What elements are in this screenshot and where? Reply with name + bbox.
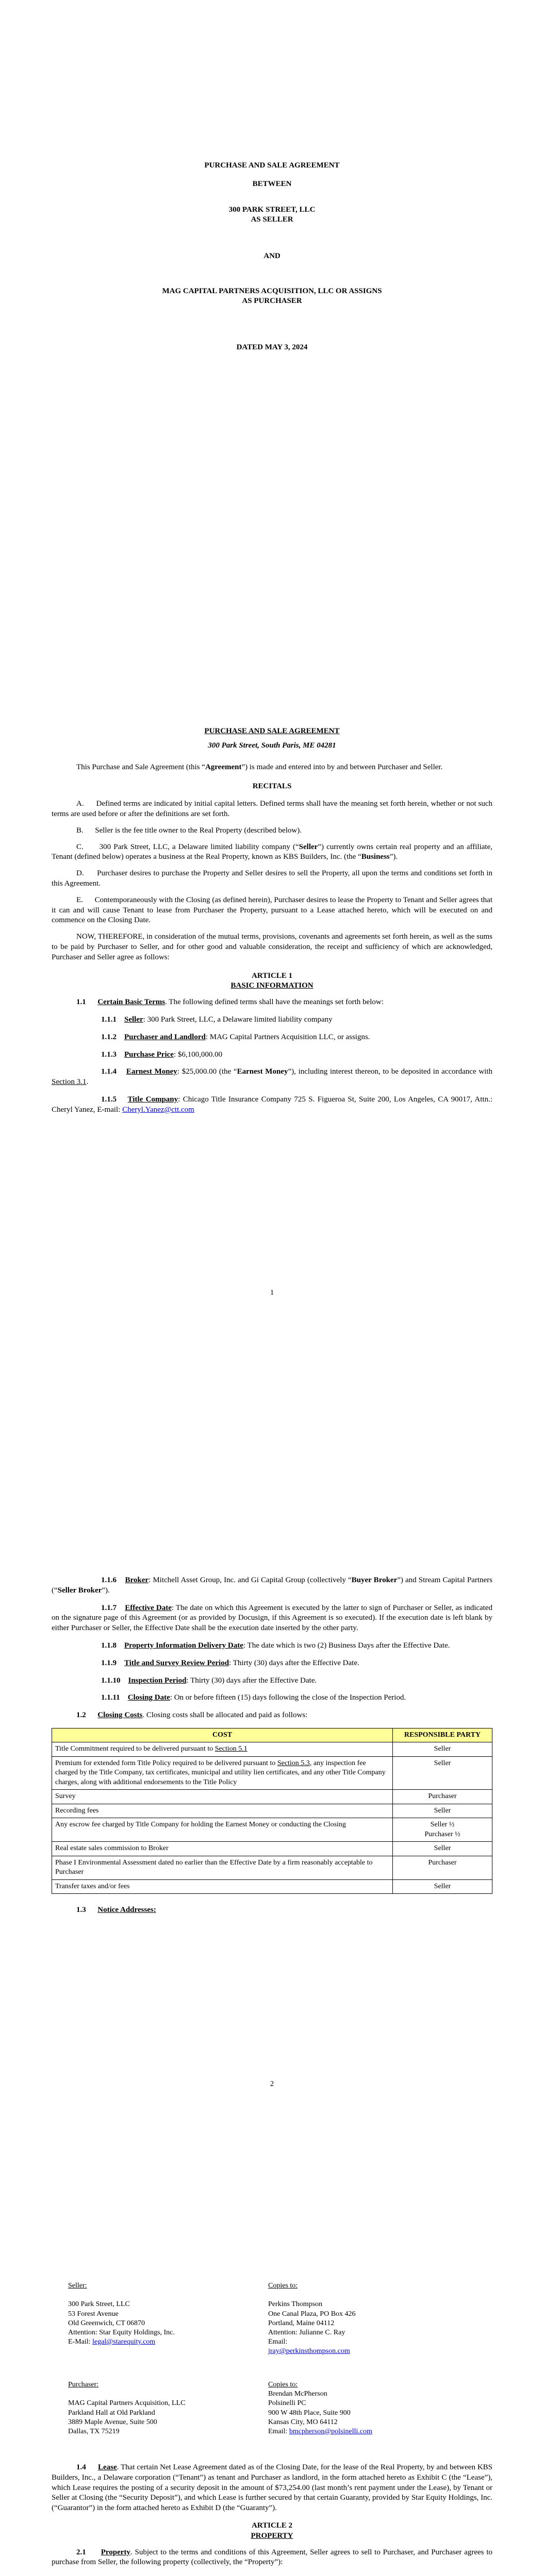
section-1-1-6-text-c: ”).	[102, 1586, 110, 1595]
recital-e: E. Contemporaneously with the Closing (as defined herein), Purchaser desires to lease the Property to Tenant and Seller agrees that it can and will cause Tenant to lease from Purchaser the Property, pursuant to a Lease attached hereto, which will be executed on and commence on the Closing Date.	[52, 895, 492, 925]
section-1-1-3-num: 1.1.3	[101, 1050, 117, 1059]
table-row	[52, 1804, 492, 1818]
recital-d: D. Purchaser desires to purchase the Property and Seller desires to sell the Property, all upon the terms and conditions set forth in this Agreement.	[52, 869, 492, 888]
article-1-heading: ARTICLE 1	[251, 971, 293, 980]
section-1-1-8-title: Property Information Delivery Date	[124, 1641, 243, 1650]
responsible-party-cell: Seller	[393, 1756, 492, 1789]
cost-text: Recording fees	[55, 1806, 99, 1815]
purchaser-copies-email-link[interactable]: bmcpherson@polsinelli.com	[289, 2427, 372, 2435]
recital-c-text-b: ”) currently owns certain real property and an affiliate, Tenant (defined below) operates a business at the Real Property, known as KBS Builders, Inc. (the “	[52, 842, 492, 861]
section-2-1-num: 2.1	[76, 2548, 86, 2556]
section-1-1-10	[52, 1676, 492, 1686]
section-1-1-7	[52, 1603, 492, 1634]
page1-title: PURCHASE AND SALE AGREEMENT	[204, 727, 340, 735]
column-header-party: RESPONSIBLE PARTY	[393, 1728, 492, 1742]
page-2	[0, 1504, 544, 2215]
table-row	[52, 1742, 492, 1756]
section-1-1-1-title: Seller	[124, 1015, 143, 1024]
section-1-1-11-text: : On or before fifteen (15) days following the close of the Inspection Period.	[170, 1693, 406, 1702]
section-1-1-11	[52, 1693, 492, 1703]
purchaser-line: Parkland Hall at Old Parkland	[68, 2409, 155, 2417]
section-1-1-2	[52, 1032, 492, 1043]
section-1-1-text: . The following defined terms shall have the meanings set forth below:	[165, 998, 384, 1007]
purchaser-notice-block	[52, 2380, 492, 2463]
cover-dated: DATED MAY 3, 2024	[236, 343, 308, 351]
section-1-1-9-text: : Thirty (30) days after the Effective Date.	[229, 1658, 359, 1667]
title-company-email-link[interactable]: Cheryl.Yanez@ctt.com	[122, 1105, 194, 1114]
cost-cell	[52, 1856, 393, 1879]
section-1-1-6-title: Broker	[125, 1576, 149, 1584]
section-1-1-9-num: 1.1.9	[101, 1658, 117, 1667]
section-1-1-10-title: Inspection Period	[128, 1676, 187, 1685]
section-1-1-3-title: Purchase Price	[124, 1050, 174, 1059]
section-1-1-8-text: : The date which is two (2) Business Days after the Effective Date.	[243, 1641, 450, 1650]
seller-copies-line: Perkins Thompson	[268, 2300, 323, 2309]
section-1-1-7-title: Effective Date	[125, 1603, 172, 1612]
cost-text: Phase I Environmental Assessment dated no earlier than the Effective Date by a firm reasonably acceptable to Purchaser	[55, 1858, 373, 1876]
article-1-title: BASIC INFORMATION	[230, 981, 314, 990]
section-1-1-8	[52, 1641, 492, 1651]
responsible-party-cell: Seller	[393, 1879, 492, 1893]
table-row	[52, 1856, 492, 1879]
section-1-1-num: 1.1	[76, 998, 86, 1007]
seller-copies-line: Portland, Maine 04112	[268, 2319, 335, 2327]
purchaser-line: Dallas, TX 75219	[68, 2427, 120, 2435]
seller-line: 53 Forest Avenue	[68, 2310, 119, 2318]
purchaser-copies-line: Polsinelli PC	[268, 2399, 306, 2408]
column-header-cost: COST	[52, 1728, 393, 1742]
recital-c-text-a: C. 300 Park Street, LLC, a Delaware limited liability company (“	[76, 842, 299, 851]
section-1-1-9-title: Title and Survey Review Period	[124, 1658, 229, 1667]
section-1-1-5	[52, 1095, 492, 1115]
seller-label: Seller:	[68, 2282, 87, 2290]
purchaser-copies-email-label: Email:	[268, 2427, 289, 2435]
cover-seller-name: 300 PARK STREET, LLC	[228, 206, 316, 214]
section-2-1-title: Property	[101, 2548, 130, 2556]
section-ref: Section 5.3	[277, 1759, 310, 1767]
section-1-1-3-text: : $6,100,000.00	[173, 1050, 223, 1059]
section-1-3	[52, 1905, 492, 1916]
recital-b: B. Seller is the fee title owner to the Real Property (described below).	[76, 826, 302, 835]
recital-c-term2: Business	[361, 853, 390, 861]
seller-line: Old Greenwich, CT 06870	[68, 2319, 145, 2327]
section-1-1-4-num: 1.1.4	[101, 1067, 117, 1076]
recital-c-term: Seller	[299, 842, 318, 851]
section-1-1	[52, 997, 492, 1008]
closing-costs-body	[52, 1742, 492, 1894]
section-1-2-text: . Closing costs shall be allocated and paid as follows:	[142, 1711, 308, 1720]
table-row	[52, 1879, 492, 1893]
section-1-1-11-num: 1.1.11	[101, 1693, 120, 1702]
section-1-1-8-num: 1.1.8	[101, 1641, 117, 1650]
table-row	[52, 1790, 492, 1804]
intro-paragraph	[52, 762, 492, 773]
cost-cell	[52, 1756, 393, 1789]
section-1-1-1	[52, 1015, 492, 1025]
section-1-1-10-num: 1.1.10	[101, 1676, 121, 1685]
cost-text: Survey	[55, 1792, 76, 1801]
responsible-party-cell: Seller	[393, 1804, 492, 1818]
seller-copies-line: Attention: Julianne C. Ray	[268, 2328, 345, 2336]
section-1-1-4-term: Earnest Money	[237, 1067, 288, 1076]
responsible-party-cell: Purchaser	[393, 1856, 492, 1879]
purchaser-copies-line: Brendan McPherson	[268, 2390, 327, 2398]
section-1-1-5-num: 1.1.5	[101, 1095, 117, 1104]
page-1	[0, 654, 544, 1504]
cost-cell	[52, 1790, 393, 1804]
cover-as-purchaser: AS PURCHASER	[242, 297, 302, 305]
section-1-4	[52, 2463, 492, 2514]
cost-text: Premium for extended form Title Policy required to be delivered pursuant to	[55, 1759, 277, 1767]
section-1-3-title: Notice Addresses:	[97, 1906, 156, 1914]
page-number-1: 1	[270, 1289, 274, 1297]
seller-copies-line: Email:	[268, 2338, 288, 2346]
section-1-3-num: 1.3	[76, 1906, 86, 1914]
cover-between: BETWEEN	[252, 180, 292, 188]
seller-copies-address	[268, 2281, 464, 2357]
purchaser-line: 3889 Maple Avenue, Suite 500	[68, 2418, 157, 2426]
section-1-1-4	[52, 1067, 492, 1088]
section-1-1-5-title: Title Company	[127, 1095, 178, 1104]
responsible-party-cell: Purchaser	[393, 1790, 492, 1804]
cover-purchaser-name: MAG CAPITAL PARTNERS ACQUISITION, LLC OR ASSIGNS	[162, 287, 382, 295]
article-2-title: PROPERTY	[251, 2531, 293, 2540]
page-number-2: 2	[270, 2080, 274, 2088]
cost-text: Transfer taxes and/or fees	[55, 1882, 130, 1890]
purchaser-copies-label: Copies to:	[268, 2381, 298, 2388]
section-1-1-5-text: : Chicago Title Insurance Company 725 S. Figueroa St, Suite 200, Los Angeles, CA 90017, Attn.: Cheryl Yanez, E-mail:	[52, 1095, 493, 1114]
purchaser-address	[68, 2380, 243, 2436]
section-1-1-2-num: 1.1.2	[101, 1032, 117, 1041]
section-1-1-7-num: 1.1.7	[101, 1603, 117, 1612]
closing-costs-table	[52, 1728, 492, 1894]
section-1-1-4-title: Earnest Money	[126, 1067, 177, 1076]
seller-email-label: E-Mail:	[68, 2338, 93, 2346]
section-1-1-10-text: : Thirty (30) days after the Effective Date.	[186, 1676, 317, 1685]
section-3-1-ref: Section 3.1	[52, 1078, 87, 1087]
purchaser-copies-address	[268, 2380, 464, 2436]
cost-text: Real estate sales commission to Broker	[55, 1844, 169, 1853]
intro-text-b: ”) is made and entered into by and between Purchaser and Seller.	[241, 762, 443, 771]
responsible-party-cell: Seller ½ Purchaser ½	[393, 1818, 492, 1842]
section-1-1-title: Certain Basic Terms	[97, 998, 166, 1007]
section-1-4-text: . That certain Net Lease Agreement dated as of the Closing Date, for the lease of the Real Property, by and between KBS Builders, Inc., a Delaware corporation (“Tenant”) as tenant and Purchaser as landlord, in the form attached hereto as Exhibit C (the “Lease”), which Lease requires the posting of a security deposit in the amount of $73,254.00 (last month’s rent payment under the Lease), by Tenant or Seller at Closing (the “Security Deposit”), and which Lease is further secured by that certain Guaranty, provided by Star Equity Holdings, Inc. (“Guarantor”) in the form attached hereto as Exhibit D (the “Guaranty”).	[52, 2463, 492, 2513]
recitals-heading: RECITALS	[252, 782, 292, 791]
section-1-1-6-text-b: ”) and Stream Capital Partners (“	[52, 1576, 492, 1595]
section-1-2-num: 1.2	[76, 1711, 86, 1720]
section-1-1-3	[52, 1050, 492, 1060]
intro-text-a: This Purchase and Sale Agreement (this “	[76, 762, 205, 771]
recital-a: A. Defined terms are indicated by initial capital letters. Defined terms shall have the meaning set forth herein, whether or not such terms are used before or after the definitions are set forth.	[52, 800, 492, 818]
cost-cell	[52, 1818, 393, 1842]
section-1-4-title: Lease	[98, 2463, 117, 2471]
section-1-1-2-text: : MAG Capital Partners Acquisition LLC, or assigns.	[205, 1032, 370, 1041]
recital-c	[52, 842, 492, 863]
section-1-1-1-text: : 300 Park Street, LLC, a Delaware limited liability company	[143, 1015, 333, 1024]
table-row	[52, 1818, 492, 1842]
cost-cell	[52, 1842, 393, 1856]
cost-cell	[52, 1804, 393, 1818]
section-1-1-4-text-a: : $25,000.00 (the “	[177, 1067, 237, 1076]
section-1-1-7-text: : The date on which this Agreement is executed by the latter to sign of Purchaser or Seller, as indicated on the signature page of this Agreement (or as provided by Docusign, if this Agreement is so executed). If the execution date is left blank by either Purchaser or Seller, the Effective Date shall be the execution date inserted by the other party.	[52, 1603, 492, 1633]
seller-copies-line: One Canal Plaza, PO Box 426	[268, 2310, 356, 2318]
cover-and: AND	[263, 252, 281, 260]
section-1-1-6-num: 1.1.6	[101, 1576, 117, 1584]
section-1-4-num: 1.4	[76, 2463, 86, 2471]
seller-line: Attention: Star Equity Holdings, Inc.	[68, 2328, 175, 2336]
section-1-1-6-text-a: : Mitchell Asset Group, Inc. and Gi Capital Group (collectively “	[149, 1576, 352, 1584]
section-1-1-6-term2: Seller Broker	[57, 1586, 102, 1595]
responsible-party-cell: Seller	[393, 1742, 492, 1756]
table-row	[52, 1756, 492, 1789]
purchaser-copies-line: Kansas City, MO 64112	[268, 2418, 338, 2426]
cover-page	[0, 0, 544, 402]
section-2-1-text: . Subject to the terms and conditions of this Agreement, Seller agrees to sell to Purchaser, and Purchaser agrees to purchase from Seller, the following property (collectively, the “Property”):	[52, 2548, 493, 2567]
responsible-party-cell: Seller	[393, 1842, 492, 1856]
section-1-1-6	[52, 1575, 492, 1596]
cost-text: , any inspection fee charged by the Title Company, tax certificates, municipal and utility lien certificates, and any other Title Company charges, along with additional endorsements to the Title Policy	[55, 1759, 386, 1786]
seller-line: 300 Park Street, LLC	[68, 2300, 130, 2309]
seller-email-link[interactable]: legal@starequity.com	[92, 2338, 156, 2346]
section-1-1-11-title: Closing Date	[127, 1693, 170, 1702]
seller-notice-block	[52, 2281, 492, 2369]
seller-copies-email-link[interactable]: jray@perkinsthompson.com	[268, 2347, 350, 2355]
section-ref: Section 5.1	[215, 1745, 248, 1753]
purchaser-line: MAG Capital Partners Acquisition, LLC	[68, 2399, 186, 2408]
table-row	[52, 1842, 492, 1856]
intro-term: Agreement	[205, 762, 242, 771]
section-2-1	[52, 2548, 492, 2568]
section-1-1-2-title: Purchaser and Landlord	[124, 1032, 206, 1041]
seller-address	[68, 2281, 243, 2347]
cover-as-seller: AS SELLER	[251, 215, 293, 224]
section-1-1-1-num: 1.1.1	[101, 1015, 117, 1024]
page1-subtitle: 300 Park Street, South Paris, ME 04281	[208, 741, 336, 750]
table-header-row	[52, 1728, 492, 1742]
section-1-1-4-text-c: .	[86, 1078, 89, 1087]
now-therefore: NOW, THEREFORE, in consideration of the mutual terms, provisions, covenants and agreements set forth herein, as well as the sums to be paid by Purchaser to Seller, and for other good and valuable consideration, the receipt and sufficiency of which are acknowledged, Purchaser and Seller agree as follows:	[52, 933, 492, 961]
section-1-2	[52, 1710, 492, 1721]
article-2-heading: ARTICLE 2	[251, 2521, 293, 2530]
cost-text: Any escrow fee charged by Title Company for holding the Earnest Money or conducting the Closing	[55, 1821, 346, 1829]
cover-title: PURCHASE AND SALE AGREEMENT	[204, 161, 340, 170]
purchaser-copies-line: 900 W 48th Place, Suite 900	[268, 2409, 351, 2417]
cost-text: Title Commitment required to be delivered pursuant to	[55, 1745, 215, 1753]
purchaser-label: Purchaser:	[68, 2381, 99, 2388]
page-3	[0, 2215, 544, 2576]
section-1-1-6-term: Buyer Broker	[351, 1576, 398, 1584]
cost-cell	[52, 1879, 393, 1893]
cost-cell	[52, 1742, 393, 1756]
section-1-1-9	[52, 1658, 492, 1669]
section-1-1-4-text-b: ”), including interest thereon, to be deposited in accordance with	[288, 1067, 493, 1076]
section-1-2-title: Closing Costs	[97, 1711, 143, 1720]
seller-copies-label: Copies to:	[268, 2282, 298, 2290]
recital-c-text-c: ”).	[389, 853, 398, 861]
